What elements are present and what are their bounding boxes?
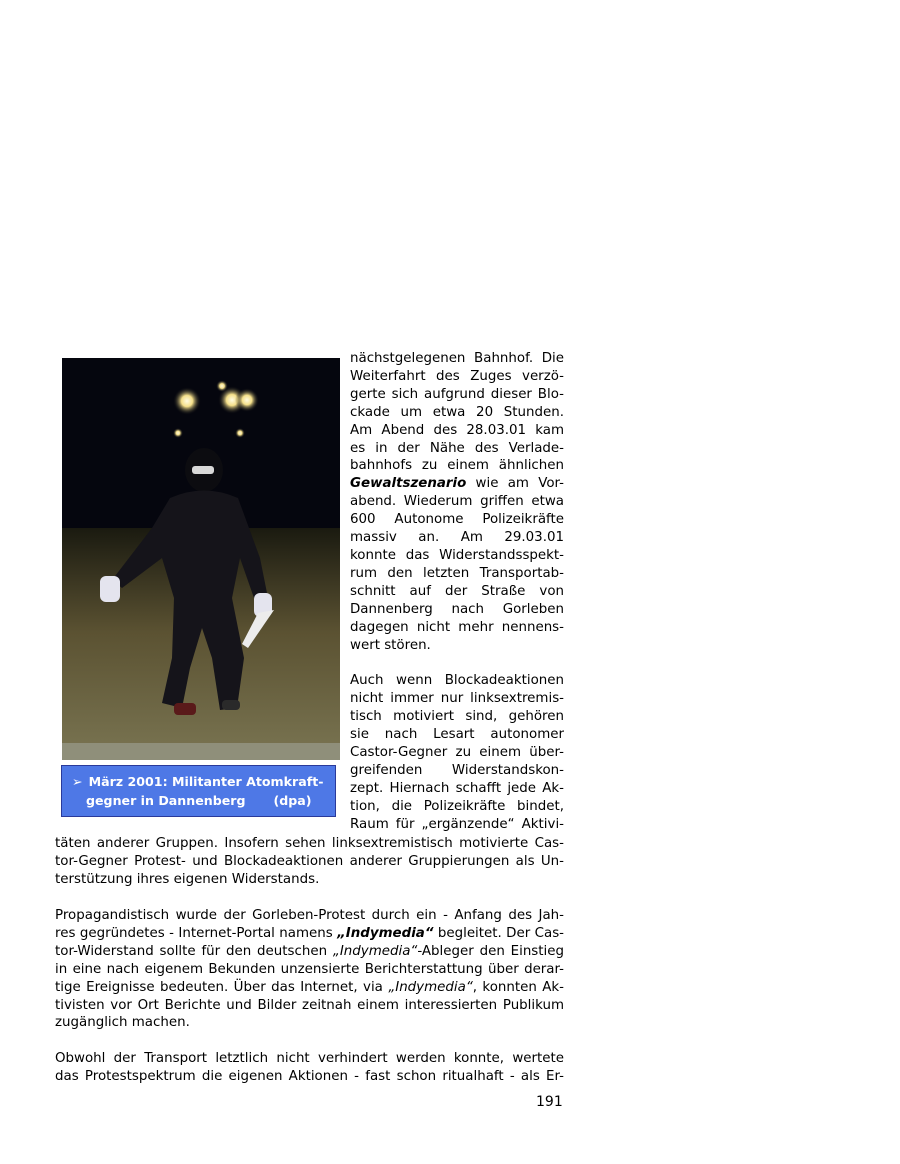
text-line: das Protestspektrum die eigenen Aktionen - fast schon ritualhaft - als Er- xyxy=(55,1068,564,1084)
text-line: nächstgelegenen Bahnhof. Die xyxy=(350,351,564,366)
text-line: rum den letzten Transportab- xyxy=(350,565,564,581)
emphasis-indymedia: „Indymedia“ xyxy=(388,979,473,995)
paragraph-1 xyxy=(350,350,564,654)
full-paragraph-2 xyxy=(55,907,564,1032)
text-line: zept. Hiernach schafft jede Ak- xyxy=(350,780,564,796)
text-line: tor-Widerstand sollte für den deutschen „Indymedia“-Ableger den Einstieg xyxy=(55,943,564,959)
text-line: in eine nach eigenem Bekunden unzensierte Berichterstattung über derar- xyxy=(55,961,564,977)
text-line: greifenden Widerstandskon- xyxy=(350,762,564,778)
text-line: tion, die Polizeikräfte bindet, xyxy=(350,798,564,814)
emphasis-gewaltszenario: Gewaltszenario xyxy=(350,476,467,492)
text-line: Propagandistisch wurde der Gorleben-Protest durch ein - Anfang des Jah- xyxy=(55,908,564,923)
text-line: gerte sich aufgrund dieser Blo- xyxy=(350,386,564,402)
text-line: Raum für „ergänzende“ Aktivi- xyxy=(350,816,564,832)
text-line: Gewaltszenario wie am Vor- xyxy=(350,476,564,492)
text-line: zugänglich machen. xyxy=(55,1015,190,1031)
photo-caption xyxy=(61,765,336,817)
emphasis-indymedia: „Indymedia“ xyxy=(332,943,418,959)
caption-line-1: März 2001: Militanter Atomkraft- xyxy=(88,774,324,789)
text-line: Weiterfahrt des Zuges verzö- xyxy=(350,368,564,384)
arrow-bullet-icon: ➢ xyxy=(72,774,83,789)
text-line: Am Abend des 28.03.01 kam xyxy=(350,422,564,438)
text-line: massiv an. Am 29.03.01 xyxy=(350,530,564,546)
text-line: Auch wenn Blockadeaktionen xyxy=(350,673,564,689)
full-paragraph-3 xyxy=(55,1050,564,1086)
text-line: nicht immer nur linksextremis- xyxy=(350,691,564,707)
text-line: res gegründetes - Internet-Portal namens „Indymedia“ begleitet. Der Cas- xyxy=(55,925,564,941)
emphasis-indymedia: „Indymedia“ xyxy=(337,925,434,941)
caption-credit: (dpa) xyxy=(273,793,312,808)
text-line: 600 Autonome Polizeikräfte xyxy=(350,512,564,528)
text-line: täten anderer Gruppen. Insofern sehen linksextremistisch motivierte Cas- xyxy=(55,836,564,851)
caption-line-2: gegner in Dannenberg xyxy=(86,793,246,808)
text-line: Castor-Gegner zu einem über- xyxy=(350,744,564,760)
text-line: abend. Wiederum griffen etwa xyxy=(350,494,564,510)
text-line: dagegen nicht mehr nennens- xyxy=(350,619,564,635)
text-line: tige Ereignisse bedeuten. Über das Internet, via „Indymedia“, konnten Ak- xyxy=(55,979,565,995)
text-line: tor-Gegner Protest- und Blockadeaktionen anderer Gruppierungen als Un- xyxy=(55,853,564,869)
text-line: schnitt auf der Straße von xyxy=(350,583,564,599)
text-line: wert stören. xyxy=(350,637,431,653)
text-line: terstützung ihres eigenen Widerstands. xyxy=(55,871,320,887)
text-line: tivisten vor Ort Berichte und Bilder zeitnah einem interessierten Publikum xyxy=(55,997,564,1013)
paragraph-2 xyxy=(350,672,564,833)
masked-protester-photo xyxy=(62,358,340,760)
text-line: es in der Nähe des Verlade- xyxy=(350,440,564,456)
text-line: bahnhofs zu einem ähnlichen xyxy=(350,458,564,474)
text-line: sie nach Lesart autonomer xyxy=(350,727,564,743)
text-line: ckade um etwa 20 Stunden. xyxy=(350,404,564,420)
right-text-column xyxy=(350,350,564,833)
text-line: Dannenberg nach Gorleben xyxy=(350,601,564,617)
text-line: konnte das Widerstandsspekt- xyxy=(350,547,564,563)
page-number: 191 xyxy=(536,1094,563,1110)
full-paragraph-1 xyxy=(55,835,564,889)
text-line: tisch motiviert sind, gehören xyxy=(350,709,564,725)
text-line: Obwohl der Transport letztlich nicht verhindert werden konnte, wertete xyxy=(55,1051,564,1066)
